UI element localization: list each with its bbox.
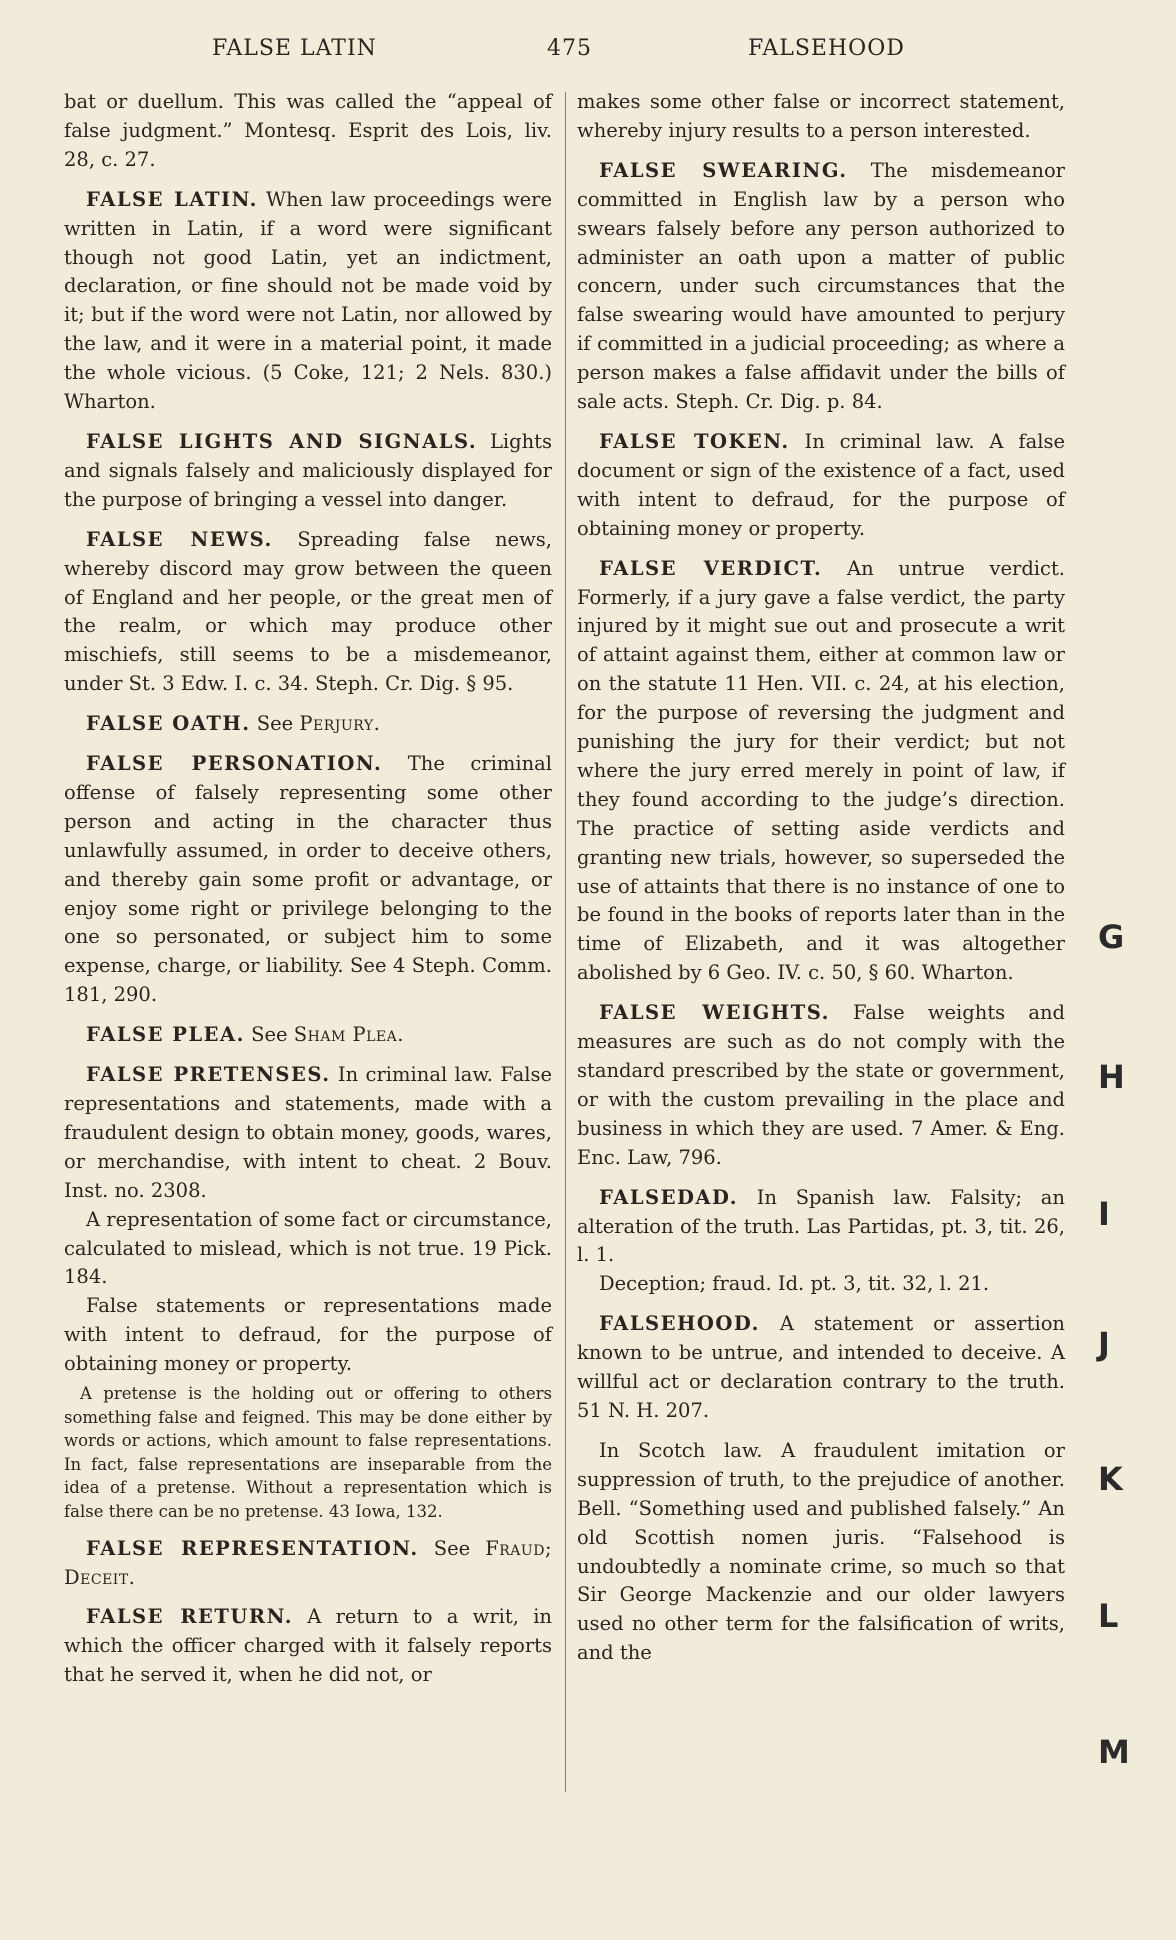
entry-text: A representation of some fact or circumstance, calculated to mislead, which is not true. 19 Pick. 184.	[64, 1207, 552, 1289]
entry-text: Deception; fraud. Id. pt. 3, tit. 32, l. 21.	[599, 1272, 990, 1296]
entry-headword: FALSE TOKEN.	[599, 429, 790, 453]
entry-paragraph	[64, 1206, 552, 1293]
dictionary-entry	[577, 157, 1065, 417]
entry-text: See	[433, 1536, 471, 1560]
entry-headword: FALSE SWEARING.	[599, 158, 848, 182]
left-column	[64, 88, 552, 1701]
thumb-index-letter: H	[1098, 1058, 1125, 1096]
dictionary-entry	[64, 1061, 552, 1206]
entry-text: In Scotch law. A fraudulent imitation or suppression of truth, to the prejudice of another. Bell. “Something used and published falsely.” An old Scottish nomen juris. “Falsehood is undoubtedly a nominate crime, so much so that Sir George Mackenzie and our older lawyers used no other term for the falsification of writs, and the	[577, 1438, 1065, 1665]
entry-text: False statements or representations made with intent to defraud, for the purpose of obtaining money or property.	[64, 1294, 552, 1376]
entry-text: The misdemeanor committed in English law by a person who swears falsely before any person authorized to administer an oath upon a matter of public concern, under such circumstances that the false swearing would have amounted to perjury if committed in a judicial proceeding; as where a person makes a false affidavit under the bills of sale acts. Steph. Cr. Dig. p. 84.	[577, 158, 1066, 414]
dictionary-entry	[64, 1603, 552, 1690]
dictionary-entry	[577, 428, 1065, 544]
thumb-index-letter: M	[1098, 1733, 1130, 1771]
cross-reference: Sham Plea.	[293, 1023, 404, 1047]
entry-text: The criminal offense of falsely representing some other person and acting in the character thus unlawfully assumed, in order to deceive others, and thereby gain some profit or advantage, or enjoy some right or privilege belonging to the one so personated, or subject him to some expense, charge, or liability. See 4 Steph. Comm. 181, 290.	[64, 752, 553, 1007]
right-column	[577, 88, 1065, 1679]
entry-headword: FALSE NEWS.	[86, 527, 273, 551]
dictionary-entry	[64, 750, 552, 1010]
entry-headword: FALSE PRETENSES.	[86, 1063, 331, 1087]
entry-headword: FALSE LIGHTS AND SIGNALS.	[86, 429, 478, 453]
thumb-index-letter: K	[1098, 1460, 1123, 1498]
entry-text: Spreading false news, whereby discord may grow between the queen of England and her people, or the great men of the realm, or which may produce other mischiefs, still seems to be a misdemeanor, under St. 3 Edw. I. c. 34. Steph. Cr. Dig. § 95.	[64, 527, 552, 696]
thumb-index-letter: I	[1098, 1195, 1110, 1233]
entry-text: A return to a writ, in which the officer charged with it falsely reports that he served it, when he did not, or	[64, 1605, 552, 1687]
thumb-index-letter: L	[1098, 1597, 1119, 1635]
entry-text: makes some other false or incorrect statement, whereby injury results to a person interested.	[577, 90, 1065, 142]
cross-reference: Fraud; Deceit.	[64, 1536, 553, 1589]
entry-text: See	[251, 1023, 288, 1047]
entry-text: When law proceedings were written in Latin, if a word were significant though not good Latin, yet an indictment, declaration, or fine should not be made void by it; but if the word were not Latin, nor allowed by the law, and it were in a material point, it made the whole vicious. (5 Coke, 121; 2 Nels. 830.) Wharton.	[64, 187, 552, 414]
thumb-index-letter: G	[1098, 918, 1125, 956]
entry-text: In Spanish law. Falsity; an alteration of the truth. Las Partidas, pt. 3, tit. 26, l. 1.	[577, 1185, 1065, 1267]
entry-headword: FALSEDAD.	[599, 1185, 739, 1209]
entry-text: An untrue verdict. Formerly, if a jury gave a false verdict, the party injured by it might sue out and prosecute a writ of attaint against them, either at common law or on the statute 11 Hen. VII. c. 24, at his election, for the purpose of reversing the judgment and punishing the jury for their verdict; but not where the jury erred merely in point of law, if they found according to the judge’s direction. The practice of setting aside verdicts and granting new trials, however, so superseded the use of attaints that there is no instance of one to be found in the books of reports later than in the time of Elizabeth, and it was altogether abolished by 6 Geo. IV. c. 50, § 60. Wharton.	[577, 556, 1066, 985]
thumb-index-letter: J	[1098, 1325, 1110, 1363]
cross-reference: Perjury.	[299, 712, 381, 736]
header-left-guideword: FALSE LATIN	[212, 36, 377, 61]
entry-text: False weights and measures are such as do not comply with the standard prescribed by the state or government, or with the custom prevailing in the place and business in which they are used. 7 Amer. & Eng. Enc. Law, 796.	[577, 1001, 1065, 1169]
entry-text: In criminal law. False representations and statements, made with a fraudulent design to obtain money, goods, wares, or merchandise, with intent to cheat. 2 Bouv. Inst. no. 2308.	[64, 1063, 552, 1202]
entry-text: A statement or assertion known to be untrue, and intended to deceive. A willful act or declaration contrary to the truth. 51 N. H. 207.	[577, 1312, 1065, 1422]
page-number: 475	[547, 36, 592, 61]
entry-headword: FALSE REPRESENTATION.	[86, 1536, 419, 1560]
entry-text: In criminal law. A false document or sign of the existence of a fact, used with intent to defraud, for the purpose of obtaining money or property.	[577, 429, 1065, 540]
dictionary-entry	[64, 526, 552, 699]
entry-paragraph	[577, 1270, 1065, 1299]
header-right-guideword: FALSEHOOD	[748, 36, 905, 61]
entry-headword: FALSE WEIGHTS.	[599, 1001, 830, 1025]
entry-paragraph	[64, 1382, 552, 1524]
dictionary-entry	[64, 1021, 552, 1050]
dictionary-entry	[577, 1184, 1065, 1271]
entry-text: bat or duellum. This was called the “appeal of false judgment.” Montesq. Esprit des Lois, liv. 28, c. 27.	[64, 90, 552, 171]
entry-headword: FALSE VERDICT.	[599, 556, 823, 580]
entry-paragraph	[64, 1292, 552, 1379]
entry-headword: FALSE PERSONATION.	[86, 752, 383, 776]
dictionary-entry	[577, 999, 1065, 1172]
dictionary-entry	[577, 555, 1065, 989]
entry-headword: FALSEHOOD.	[599, 1312, 760, 1336]
entry-headword: FALSE RETURN.	[86, 1605, 293, 1629]
dictionary-entry	[64, 710, 552, 739]
entry-text: Lights and signals falsely and maliciously displayed for the purpose of bringing a vessel into danger.	[64, 429, 553, 511]
page-header	[0, 36, 1176, 66]
entry-headword: FALSE OATH.	[86, 712, 251, 736]
dictionary-entry	[64, 1535, 552, 1593]
entry-headword: FALSE PLEA.	[86, 1023, 245, 1047]
entry-paragraph	[577, 1437, 1065, 1668]
entry-text: A pretense is the holding out or offering to others something false and feigned. This may be done either by words or actions, which amount to false representations. In fact, false representations are inseparable from the idea of a pretense. Without a representation which is false there can be no pretense. 43 Iowa, 132.	[64, 1384, 552, 1522]
dictionary-entry	[577, 1310, 1065, 1426]
dictionary-entry	[64, 186, 552, 417]
entry-headword: FALSE LATIN.	[86, 187, 258, 211]
dictionary-entry	[64, 428, 552, 515]
entry-paragraph	[64, 88, 552, 175]
column-divider	[565, 92, 566, 1792]
entry-paragraph	[577, 88, 1065, 146]
entry-text: See	[256, 712, 294, 736]
